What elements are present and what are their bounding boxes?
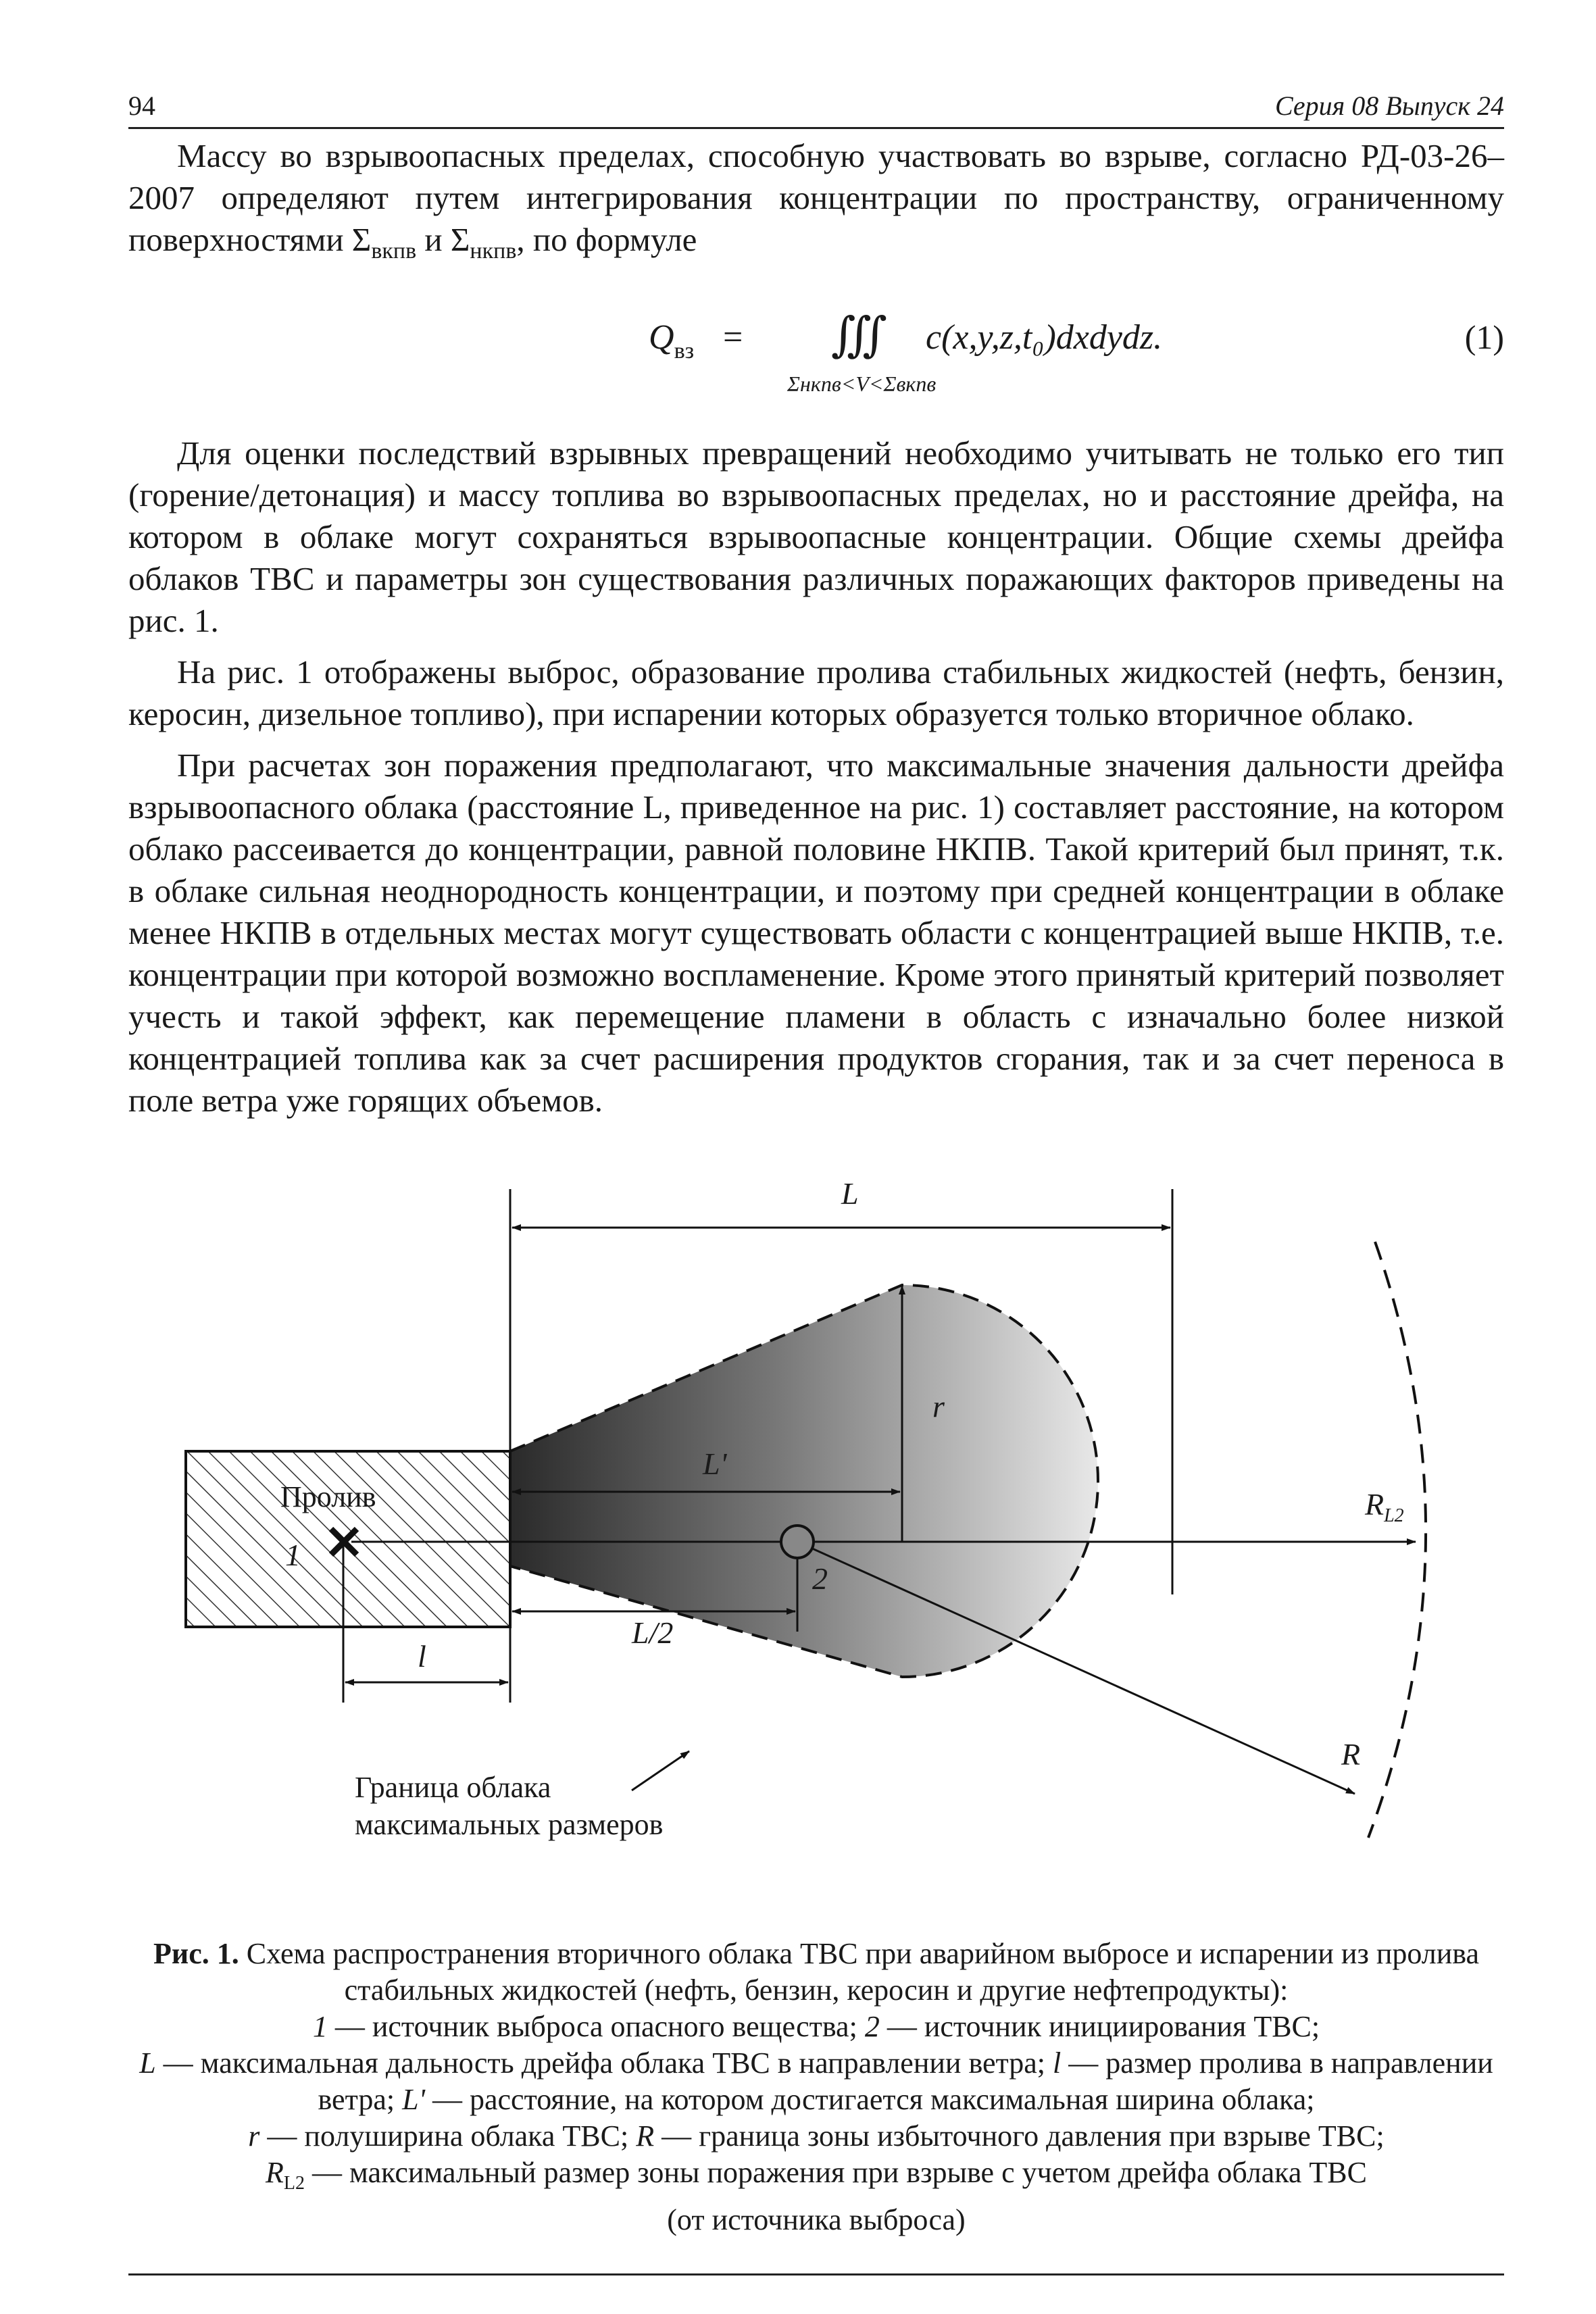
series-title: Серия 08 Выпуск 24	[1274, 91, 1504, 121]
label-L: L	[841, 1176, 859, 1211]
page-header	[128, 86, 1504, 129]
boundary-label-line2: максимальных размеров	[355, 1808, 664, 1841]
label-Lprime: L'	[703, 1447, 727, 1481]
caption-last-line: (от источника выброса)	[667, 2203, 966, 2236]
label-1: 1	[285, 1538, 301, 1572]
label-L-half: L/2	[632, 1615, 674, 1650]
p1-sub-vkpv: вкпв	[371, 238, 417, 263]
formula-1	[128, 309, 1504, 419]
figure-1	[128, 1162, 1504, 1919]
label-r: r	[932, 1389, 945, 1424]
triple-integral-icon: ∭	[831, 309, 887, 361]
label-R: R	[1341, 1737, 1361, 1771]
formula-limits: Σнкпв<V<Σвкпв	[787, 372, 937, 396]
formula-equals: =	[723, 318, 743, 357]
label-2: 2	[812, 1561, 828, 1596]
p1-text-a: Массу во взрывоопасных пределах, способную участвовать во взрыве, согласно РД-03-26–2007 определяют путем интегрирования концентрации по пространству, ограниченному поверхностями Σ	[128, 137, 1504, 258]
body-text	[128, 432, 1504, 1131]
label-RL2: $R_{L2}$	[1365, 1487, 1404, 1527]
bottom-rule	[128, 2273, 1504, 2275]
caption-fig-label: Рис. 1.	[153, 1937, 239, 1970]
zone-boundary-arc	[1368, 1242, 1426, 1838]
paragraph-2: Для оценки последствий взрывных превращений необходимо учитывать не только его тип (горение/детонация) и массу топлива во взрывоопасных пределах, но и расстояние дрейфа, на котором в облаке могут сохраняться взрывоопасные концентрации. Общие схемы дрейфа облаков ТВС и параметры зон существования различных поражающих факторов приведены на рис. 1.	[128, 434, 1504, 639]
paragraph-1	[128, 135, 1504, 282]
formula-integrand: c(x,y,z,t₀)dxdydz.	[926, 318, 1163, 357]
ignition-source-2	[781, 1526, 814, 1558]
formula-lhs-sub: вз	[674, 338, 695, 363]
paragraph-4: При расчетах зон поражения предполагают, что максимальные значения дальности дрейфа взрывоопасного облака (расстояние L, приведенное на рис. 1) составляет расстояние, на котором облако рассеивается до концентрации, равной половине НКПВ. Такой критерий был принят, т.к. в облаке сильная неоднородность концентрации, и поэтому при средней концентрации в облаке менее НКПВ в отдельных местах могут существовать области с концентрацией выше НКПВ, т.е. концентрации при которой возможно воспламенение. Кроме этого принятый критерий позволяет учесть и такой эффект, как перемещение пламени в область с изначально более низкой концентрацией топлива как за счет расширения продуктов сгорания, так и за счет переноса в поле ветра уже горящих объемов.	[128, 747, 1504, 1119]
page-number: 94	[128, 91, 155, 121]
cloud-drift-diagram	[128, 1162, 1504, 1919]
paragraph-3: На рис. 1 отображены выброс, образование пролива стабильных жидкостей (нефть, бензин, керосин, дизельное топливо), при испарении которых образуется только вторичное облако.	[128, 653, 1504, 732]
label-l: l	[418, 1639, 426, 1674]
p1-sub-nkpv: нкпв	[470, 238, 517, 263]
p1-text-end: , по формуле	[516, 221, 697, 258]
formula-lhs: Q	[649, 318, 674, 357]
formula-number: (1)	[1464, 318, 1504, 356]
figure-caption: Рис. 1. Схема распространения вторичного облака ТВС при аварийном выбросе и испарении из пролива стабильных жидкостей (нефть, бензин, керосин и другие нефтепродукты): 1 — источник выброса опасного вещества; 2 — источник инициирования ТВС; L — максимальная дальность дрейфа облака ТВС в направлении ветра; l — размер пролива в направлении ветра; L' — расстояние, на котором достигается максимальная ширина облака; r — полуширина облака ТВС; R — граница зоны избыточного давления при взрыве ТВС; $R_{L2}$ — максимальный размер зоны поражения при взрыве с учетом дрейфа облака ТВС (от источника выброса)	[128, 1936, 1504, 2238]
cloud-shape	[510, 1285, 1098, 1677]
boundary-pointer	[632, 1751, 689, 1790]
spill-label: Пролив	[280, 1480, 376, 1513]
caption-line1: Схема распространения вторичного облака ТВС при аварийном выбросе и испарении из пролива стабильных жидкостей (нефть, бензин, керосин и другие нефтепродукты):	[239, 1937, 1480, 2007]
p1-text-mid: и Σ	[416, 221, 470, 258]
boundary-label-line1: Граница облака	[355, 1771, 551, 1804]
